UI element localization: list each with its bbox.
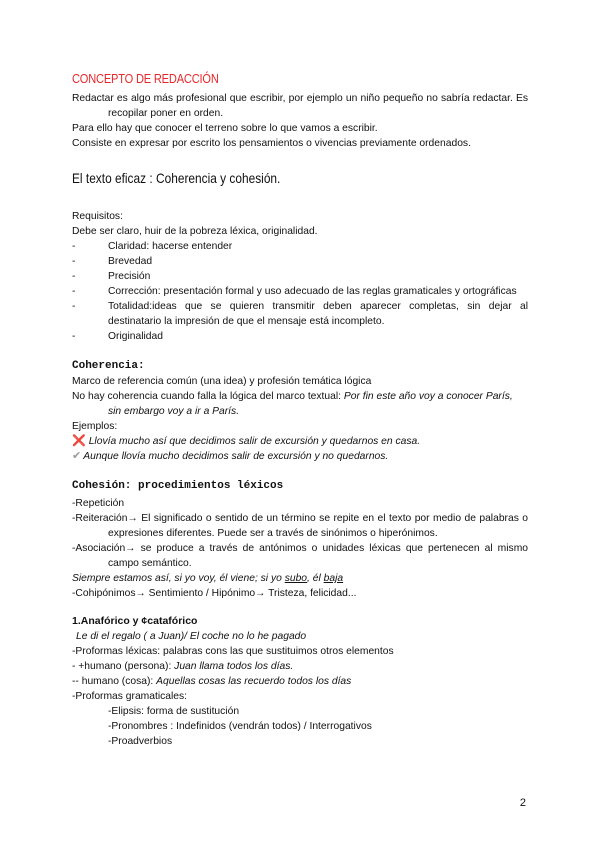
coherencia-line-2-example: Por fin este año voy a conocer París, sin embargo voy a ir a París. [108, 391, 513, 417]
gram-item-pronombres: -Pronombres : Indefinidos (vendrán todos) / Interrogativos [108, 721, 372, 732]
heading-texto-eficaz: El texto eficaz : Coherencia y cohesión. [72, 170, 281, 186]
cohesion-example-baja: baja [323, 573, 344, 584]
cohesion-asociacion: -Asociación→ se produce a través de antónimos o unidades léxicas que pertenecen al mismo campo semántico. [72, 543, 528, 569]
ejemplos-label: Ejemplos: [72, 421, 118, 432]
list-item-text: Corrección: presentación formal y uso adecuado de las reglas gramaticales y ortográficas [108, 286, 517, 297]
no-humano-example: Aquellas cosas las recuerdo todos los días [156, 676, 352, 687]
list-dash: - [72, 271, 76, 282]
list-item-text: Claridad: hacerse entender [108, 241, 233, 252]
intro-paragraph-2: Para ello hay que conocer el terreno sobre lo que vamos a escribir. [72, 123, 378, 134]
cohesion-example-subo: subo [284, 573, 308, 584]
right-example [72, 449, 528, 464]
coherencia-line-1: Marco de referencia común (una idea) y profesión temática lógica [72, 376, 372, 387]
anaforico-example [72, 629, 528, 644]
list-item [72, 284, 528, 299]
proformas-lexicas: -Proformas léxicas: palabras cons las que sustituimos otros elementos [72, 646, 394, 657]
humano-example: Juan llama todos los días. [174, 661, 294, 672]
anaforico-example-text: Le di el regalo ( a Juan)/ El coche no lo he pagado [76, 631, 307, 642]
requisitos-text: Debe ser claro, huir de la pobreza léxica, originalidad. [72, 226, 318, 237]
list-dash: - [72, 301, 76, 312]
intro-paragraph-3: Consiste en expresar por escrito los pensamientos o vivencias previamente ordenados. [72, 138, 471, 149]
coherencia-line-2 [72, 389, 528, 419]
list-dash: - [72, 256, 76, 267]
check-mark-icon: ✔ [72, 450, 82, 462]
list-item-text: Precisión [108, 271, 151, 282]
humano-label: - +humano (persona): [72, 661, 175, 672]
list-item [72, 269, 528, 284]
cohesion-reiteracion: -Reiteración→ El significado o sentido de un término se repite en el texto por medio de palabras o expresiones diferentes. Puede ser a través de sinónimos o hiperónimos. [72, 513, 528, 539]
no-humano-label: -- humano (cosa): [72, 676, 157, 687]
cohesion-example-mid: , él [307, 573, 324, 584]
list-item [72, 254, 528, 269]
wrong-example-text: Llovía mucho así que decidimos salir de excursión y quedarnos en casa. [88, 436, 421, 447]
intro-paragraph-1: Redactar es algo más profesional que escribir, por ejemplo un niño pequeño no sabría redactar. Es recopilar poner en orden. [72, 93, 528, 119]
gram-item-elipsis: -Elipsis: forma de sustitución [108, 706, 240, 717]
proformas-gramaticales: -Proformas gramaticales: [72, 691, 188, 702]
list-item [72, 329, 528, 344]
no-humano-line [72, 674, 528, 689]
page-number: 2 [519, 797, 526, 809]
list-item-text: Originalidad [108, 331, 163, 342]
heading-cohesion: Cohesión: procedimientos léxicos [72, 480, 284, 492]
heading-concepto-redaccion: CONCEPTO DE REDACCIÓN [72, 71, 219, 86]
requisitos-label: Requisitos: [72, 211, 123, 222]
list-dash: - [72, 286, 76, 297]
list-dash: - [72, 241, 76, 252]
gram-item-proadverbios: -Proadverbios [108, 736, 173, 747]
cohesion-cohiponimos: -Cohipónimos→ Sentimiento / Hipónimo→ Tristeza, felicidad... [72, 588, 357, 599]
cross-mark-icon: ❌ [72, 435, 86, 447]
list-dash: - [72, 331, 76, 342]
cohesion-example-start: Siempre estamos así, si yo voy, él viene; si yo [72, 573, 285, 584]
cohesion-repeticion: -Repetición [72, 498, 125, 509]
list-item [72, 239, 528, 254]
heading-anaforico: 1.Anafórico y ¢catafórico [72, 615, 198, 627]
right-example-text: Aunque llovía mucho decidimos salir de excursión y no quedarnos. [83, 451, 389, 462]
heading-coherencia: Coherencia: [72, 360, 145, 372]
list-item-text: Totalidad:ideas que se quieren transmitir deben aparecer completas, sin dejar al destinatario la impresión de que el mensaje está incompleto. [108, 301, 528, 327]
document-page [72, 70, 528, 749]
list-item [72, 299, 528, 329]
wrong-example [72, 434, 528, 449]
humano-line [72, 659, 528, 674]
cohesion-example [72, 571, 528, 586]
list-item-text: Brevedad [108, 256, 153, 267]
coherencia-line-2-text: No hay coherencia cuando falla la lógica del marco textual: [72, 391, 344, 402]
